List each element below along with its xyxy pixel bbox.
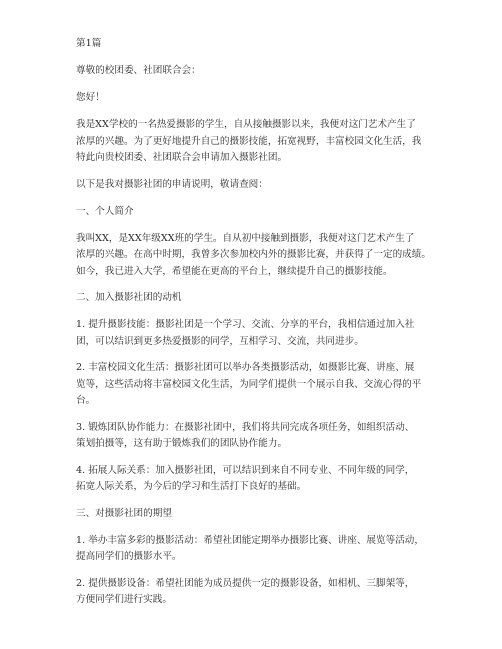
salutation: 尊敬的校团委、社团联合会：	[76, 65, 201, 76]
section-paragraph: 我叫XX，是XX年级XX班的学生。自从初中接触到摄影，我便对这门艺术产生了 浓厚的兴趣。在高中时期，我曾多次参加校内外的摄影比赛，并获得了一定的成绩。 如今，我已进入大学，希望能在更高的平台上，继续提升自己的摄影技能。	[76, 232, 431, 277]
list-item: 2. 提供摄影设备：希望社团能为成员提供一定的摄影设备，如相机、三脚架等， 方便同学们进行实践。	[76, 577, 415, 605]
document-page	[76, 36, 436, 619]
section-heading: 一、个人简介	[76, 205, 134, 217]
list-item: 3. 锻炼团队协作能力：在摄影社团中，我们将共同完成各项任务，如组织活动、 策划拍摄等，这有助于锻炼我们的团队协作能力。	[76, 421, 415, 449]
list-item: 1. 提升摄影技能：摄影社团是一个学习、交流、分享的平台，我相信通过加入社 团，可以结识到更多热爱摄影的同学，互相学习、交流，共同进步。	[76, 319, 415, 347]
section-label: 第1篇	[76, 38, 102, 49]
intro-paragraph: 我是XX学校的一名热爱摄影的学生，自从接触摄影以来，我便对这门艺术产生了 浓厚的兴趣。为了更好地提升自己的摄影技能，拓宽视野，丰富校园文化生活，我 特此向贵校团委、社团联合会申请加入摄影社团。	[76, 119, 422, 163]
greeting: 您好！	[76, 92, 105, 103]
section-heading: 二、加入摄影社团的动机	[76, 292, 182, 303]
list-item: 2. 丰富校园文化生活：摄影社团可以举办各类摄影活动，如摄影比赛、讲座、展 览等，这些活动将丰富校园文化生活，为同学们提供一个展示自我、交流心得的平 台。	[76, 362, 422, 406]
lead-sentence: 以下是我对摄影社团的申请说明，敬请查阅：	[76, 178, 268, 190]
list-item: 4. 拓展人际关系：加入摄影社团，可以结识到来自不同专业、不同年级的同学， 拓宽人际关系，为今后的学习和生活打下良好的基础。	[76, 464, 415, 492]
section-heading: 三、对摄影社团的期望	[76, 507, 172, 519]
list-item: 1. 举办丰富多彩的摄影活动：希望社团能定期举办摄影比赛、讲座、展览等活动， 提高同学们的摄影水平。	[76, 534, 424, 562]
